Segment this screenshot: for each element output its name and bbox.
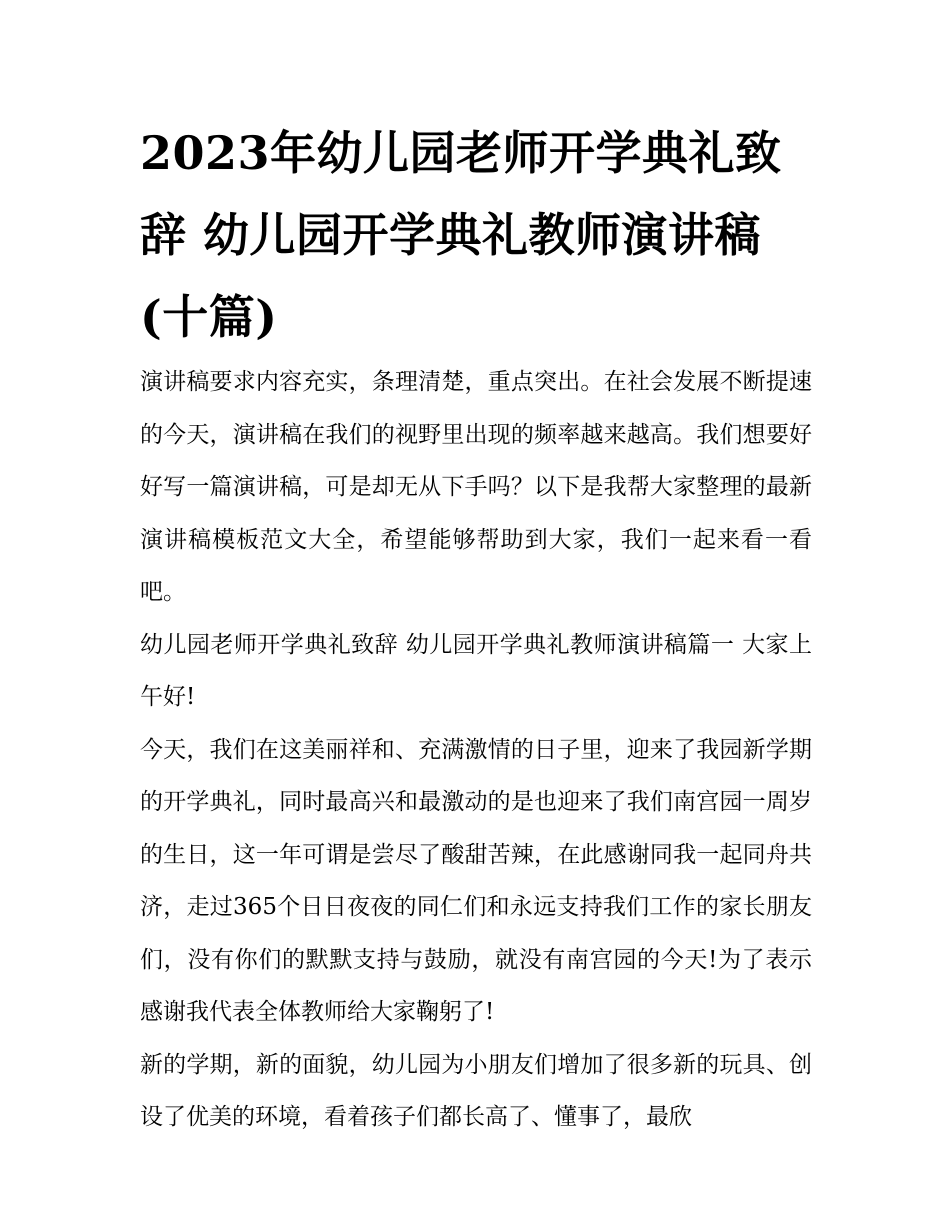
paragraph-speech-body-1: 今天，我们在这美丽祥和、充满激情的日子里，迎来了我园新学期的开学典礼，同时最高兴和最激动的是也迎来了我们南宫园一周岁的生日，这一年可谓是尝尽了酸甜苦辣，在此感谢同我一起同舟共济，走过365个日日夜夜的同仁们和永远支持我们工作的家长朋友们，没有你们的默默支持与鼓励，就没有南宫园的今天!为了表示感谢我代表全体教师给大家鞠躬了! [140,736,812,1025]
paragraph-speech-heading: 幼儿园老师开学典礼致辞 幼儿园开学典礼教师演讲稿篇一 大家上午好! [140,631,812,710]
paragraph-speech-body-2: 新的学期，新的面貌，幼儿园为小朋友们增加了很多新的玩具、创设了优美的环境，看着孩子们都长高了、懂事了，最欣 [140,1051,812,1130]
document-body [140,356,812,1144]
paragraph-intro: 演讲稿要求内容充实，条理清楚，重点突出。在社会发展不断提速的今天，演讲稿在我们的视野里出现的频率越来越高。我们想要好好写一篇演讲稿，可是却无从下手吗？以下是我帮大家整理的最新演讲稿模板范文大全，希望能够帮助到大家，我们一起来看一看吧。 [140,369,812,605]
document-title: 2023年幼儿园老师开学典礼致辞 幼儿园开学典礼教师演讲稿(十篇) [140,126,782,344]
